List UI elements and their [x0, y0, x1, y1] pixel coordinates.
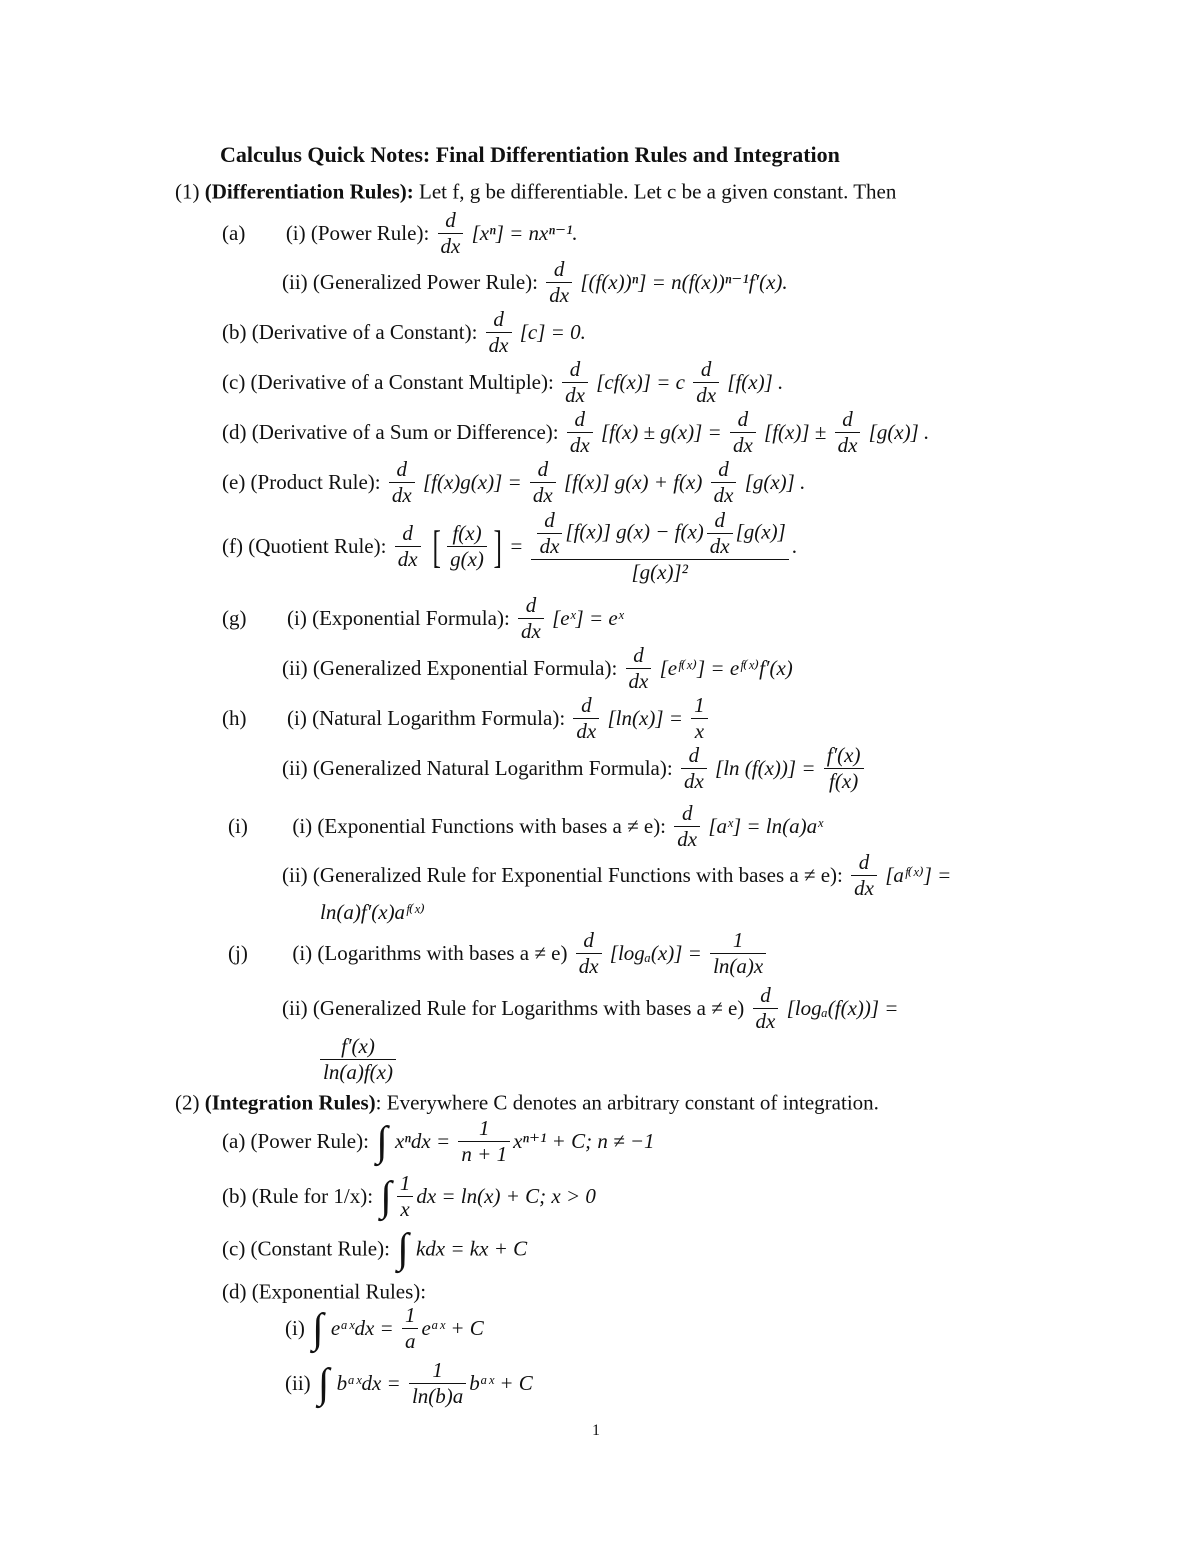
power-rule-fraction: $\frac{1}{n + 1}$ — [458, 1118, 510, 1165]
rule-2d-label: (d) (Exponential Rules): — [222, 1279, 427, 1304]
section-2-intro: : Everywhere C denotes an arbitrary constant of integration. — [375, 1090, 879, 1115]
d-dx-fraction: $\frac{d}{dx}$ — [562, 359, 588, 406]
integral-sign: ∫ — [380, 1173, 392, 1220]
page-title: Calculus Quick Notes: Final Differentiation Rules and Integration — [220, 142, 840, 167]
section-2-header — [175, 1091, 879, 1114]
quotient-denominator: [g(x)]² — [631, 560, 688, 584]
rule-2d — [222, 1280, 426, 1303]
rule-1f-label: (f) (Quotient Rule): — [222, 534, 387, 558]
rule-1a-ii-label: (ii) (Generalized Power Rule): — [282, 270, 538, 294]
rule-1j-i — [228, 930, 769, 977]
section-2-heading: (Integration Rules) — [204, 1090, 376, 1115]
rule-1h-label: (h) — [222, 706, 247, 730]
rule-1d — [222, 409, 929, 456]
d-dx-fraction: $\frac{d}{dx}$ — [707, 510, 733, 557]
page-number: 1 — [592, 1422, 600, 1439]
rule-2c-expr: kdx = kx + C — [415, 1236, 528, 1261]
rule-1i-i-label: (i) (Exponential Functions with bases a ≠ e): — [292, 814, 667, 838]
rule-1h-i — [222, 695, 711, 742]
rule-1i-ii — [282, 852, 951, 899]
log-derivative-fraction: $\frac{f'(x)}{f(x)}$ — [824, 745, 864, 792]
rule-1b — [222, 309, 586, 356]
one-over-lnb-a-fraction: $\frac{1}{\ln(b)a}$ — [409, 1360, 466, 1407]
rule-2d-i-expr-2: eᵃˣ + C — [421, 1316, 484, 1340]
right-bracket: ] — [493, 520, 502, 572]
d-dx-fraction: $\frac{d}{dx}$ — [537, 510, 563, 557]
rule-2a-expr-2: xⁿ⁺¹ + C; n ≠ −1 — [513, 1129, 655, 1153]
generalized-log-fraction: $\frac{f'(x)}{\ln(a)f(x)}$ — [320, 1036, 396, 1083]
d-dx-fraction: $\frac{d}{dx}$ — [395, 523, 421, 570]
rule-1e-label: (e) (Product Rule): — [222, 470, 381, 494]
rule-1g-ii — [282, 645, 793, 692]
d-dx-fraction: $\frac{d}{dx}$ — [567, 409, 593, 456]
d-dx-fraction: $\frac{d}{dx}$ — [576, 930, 602, 977]
rule-1g-label: (g) — [222, 606, 247, 630]
rule-2b — [222, 1173, 596, 1220]
section-1-intro: Let f, g be differentiable. Let c be a given constant. Then — [419, 179, 897, 204]
one-over-x-fraction: $\frac{1}{x}$ — [397, 1173, 414, 1220]
rule-1g-i-expr: [eˣ] = eˣ — [552, 606, 624, 630]
rule-1e-expr-3: [g(x)] . — [744, 470, 806, 494]
rule-1f — [222, 510, 797, 583]
rule-1d-expr-3: [g(x)] . — [868, 420, 930, 444]
rule-2d-ii-expr-1: bᵃˣdx = — [336, 1371, 401, 1395]
rule-1h-ii — [282, 745, 867, 792]
d-dx-fraction: $\frac{d}{dx}$ — [530, 459, 556, 506]
rule-2d-ii — [285, 1360, 533, 1407]
rule-1i-i-expr: [aˣ] = ln(a)aˣ — [708, 814, 824, 838]
d-dx-fraction: $\frac{d}{dx}$ — [753, 985, 779, 1032]
d-dx-fraction: $\frac{d}{dx}$ — [518, 595, 544, 642]
rule-1i-i — [228, 803, 823, 850]
equals-sign: = — [510, 534, 523, 558]
d-dx-fraction: $\frac{d}{dx}$ — [711, 459, 737, 506]
rule-2d-ii-label: (ii) — [285, 1371, 311, 1395]
quotient-main-fraction — [531, 510, 789, 583]
rule-1a-label: (a) — [222, 221, 246, 245]
rule-1d-expr-1: [f(x) ± g(x)] = — [600, 420, 722, 444]
rule-1c-label: (c) (Derivative of a Constant Multiple): — [222, 370, 554, 394]
d-dx-fraction: $\frac{d}{dx}$ — [730, 409, 756, 456]
integral-sign: ∫ — [317, 1360, 330, 1407]
d-dx-fraction: $\frac{d}{dx}$ — [486, 309, 512, 356]
quotient-numerator-1: [f(x)] g(x) − f(x) — [565, 519, 704, 544]
rule-1g-ii-expr: [eᶠ⁽ˣ⁾] = eᶠ⁽ˣ⁾f′(x) — [659, 656, 793, 680]
d-dx-fraction: $\frac{d}{dx}$ — [835, 409, 861, 456]
d-dx-fraction: $\frac{d}{dx}$ — [626, 645, 652, 692]
rule-2b-label: (b) (Rule for 1/x): — [222, 1184, 374, 1208]
quotient-inner-fraction: $\frac{f(x)}{g(x)}$ — [447, 523, 487, 570]
rule-1i-ii-label: (ii) (Generalized Rule for Exponential Functions with bases a ≠ e): — [282, 863, 843, 887]
rule-2a — [222, 1118, 655, 1165]
d-dx-fraction: $\frac{d}{dx}$ — [546, 259, 572, 306]
rule-1i-ii-expr: [aᶠ⁽ˣ⁾] = — [885, 863, 952, 887]
rule-1g-i — [222, 595, 624, 642]
rule-1a-i-expr: [xⁿ] = nxⁿ⁻¹. — [471, 221, 578, 245]
rule-1e-expr-2: [f(x)] g(x) + f(x) — [564, 470, 703, 494]
left-bracket: [ — [432, 520, 441, 572]
rule-1j-ii-expr: [logₐ(f(x))] = — [786, 996, 899, 1020]
quotient-numerator-2: [g(x)] — [735, 519, 786, 544]
rule-1j-ii — [282, 985, 898, 1032]
rule-1d-expr-2: [f(x)] ± — [764, 420, 827, 444]
d-dx-fraction: $\frac{d}{dx}$ — [438, 210, 464, 257]
rule-2c-label: (c) (Constant Rule): — [222, 1236, 390, 1261]
d-dx-fraction: $\frac{d}{dx}$ — [681, 745, 707, 792]
rule-1a-ii — [282, 259, 788, 306]
rule-1g-i-label: (i) (Exponential Formula): — [287, 606, 510, 630]
log-base-fraction: $\frac{1}{\ln(a)x}$ — [710, 930, 766, 977]
integral-sign: ∫ — [312, 1305, 324, 1352]
rule-1j-i-label: (i) (Logarithms with bases a ≠ e) — [292, 941, 568, 965]
rule-1e-expr-1: [f(x)g(x)] = — [422, 470, 522, 494]
d-dx-fraction: $\frac{d}{dx}$ — [693, 359, 719, 406]
rule-1h-i-expr: [ln(x)] = — [607, 706, 683, 730]
rule-1a-i-label: (i) (Power Rule): — [285, 221, 430, 245]
section-1-header — [175, 180, 896, 203]
rule-2d-i — [285, 1305, 484, 1352]
one-over-a-fraction: $\frac{1}{a}$ — [402, 1305, 419, 1352]
rule-1j-label: (j) — [228, 941, 248, 965]
rule-1j-ii-continued — [320, 1036, 399, 1083]
rule-1b-expr: [c] = 0. — [519, 320, 586, 344]
rule-1j-ii-label: (ii) (Generalized Rule for Logarithms with bases a ≠ e) — [282, 996, 745, 1020]
rule-2d-i-label: (i) — [285, 1316, 305, 1340]
d-dx-fraction: $\frac{d}{dx}$ — [674, 803, 700, 850]
d-dx-fraction: $\frac{d}{dx}$ — [573, 695, 599, 742]
rule-1i-ii-continued: ln(a)f′(x)aᶠ⁽ˣ⁾ — [320, 900, 425, 924]
section-2-number: (2) — [175, 1090, 200, 1115]
rule-1j-i-expr: [logₐ(x)] = — [609, 941, 702, 965]
rule-1a-i — [222, 210, 578, 257]
rule-1h-i-label: (i) (Natural Logarithm Formula): — [287, 706, 566, 730]
rule-1c-expr-2: [f(x)] . — [727, 370, 784, 394]
rule-1e — [222, 459, 805, 506]
rule-1c — [222, 359, 783, 406]
rule-2d-ii-expr-2: bᵃˣ + C — [469, 1371, 533, 1395]
rule-1d-label: (d) (Derivative of a Sum or Difference): — [222, 420, 559, 444]
section-1-heading: (Differentiation Rules): — [204, 179, 414, 204]
rule-2c — [222, 1228, 527, 1270]
d-dx-fraction: $\frac{d}{dx}$ — [389, 459, 415, 506]
integral-sign: ∫ — [376, 1118, 388, 1165]
rule-1g-ii-label: (ii) (Generalized Exponential Formula): — [282, 656, 618, 680]
rule-1a-ii-expr: [(f(x))ⁿ] = n(f(x))ⁿ⁻¹f′(x). — [580, 270, 788, 294]
rule-2a-expr-1: xⁿdx = — [394, 1129, 451, 1153]
section-1-number: (1) — [175, 179, 200, 204]
rule-2d-i-expr-1: eᵃˣdx = — [330, 1316, 394, 1340]
d-dx-fraction: $\frac{d}{dx}$ — [851, 852, 877, 899]
rule-1c-expr-1: [cf(x)] = c — [596, 370, 685, 394]
rule-1b-label: (b) (Derivative of a Constant): — [222, 320, 478, 344]
rule-2b-expr: dx = ln(x) + C; x > 0 — [416, 1184, 596, 1208]
rule-1i-label: (i) — [228, 814, 248, 838]
rule-1h-ii-label: (ii) (Generalized Natural Logarithm Formula): — [282, 756, 673, 780]
period: . — [791, 534, 798, 558]
rule-2a-label: (a) (Power Rule): — [222, 1129, 369, 1153]
integral-sign: ∫ — [397, 1226, 409, 1272]
rule-1h-ii-expr: [ln (f(x))] = — [715, 756, 816, 780]
one-over-x-fraction: $\frac{1}{x}$ — [691, 695, 708, 742]
